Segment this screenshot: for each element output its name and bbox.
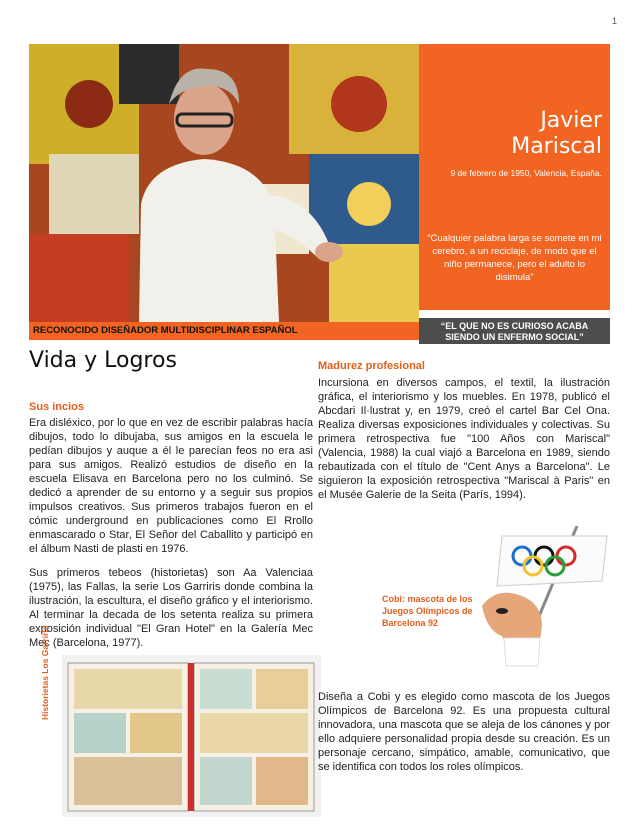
- title-panel: [419, 44, 610, 310]
- subhead-maturity: Madurez profesional: [318, 360, 425, 372]
- page-number: 1: [612, 16, 618, 26]
- quote: “Cualquier palabra larga se somete en mi cerebro, a un reciclaje, de modo que el niño permanece, pero el adulto lo disimula”: [427, 233, 602, 283]
- mural-illustration: [29, 44, 419, 322]
- subtitle-banner: RECONOCIDO DISEÑADOR MULTIDISCIPLINAR ESPAÑOL: [29, 322, 419, 340]
- paragraph-maturity: Incursiona en diversos campos, el textil, la ilustración gráfica, el interiorismo y los muebles. En 1978, publicó el Abcdari Il·lustrat y, en 1979, creó el cartel Bar Cel Ona. Realiza diversas exposiciones individuales y colectivas. Su primera retrospectiva fue "100 Años con Mariscal" (Valencia, 1988) la cual viajó a Barcelona en 1989, siendo rebautizada con el título de "Cent Anys a Barcelona". Le siguieron la exposición retrospectiva "Mariscal à Paris" en el Musée Galerie de la Seita (París, 1994).: [318, 377, 610, 501]
- first-name: Javier: [540, 108, 602, 133]
- last-name: Mariscal: [511, 134, 602, 159]
- paragraph-beginnings: Era disléxico, por lo que en vez de escribir palabras hacía dibujos, todo lo dibujaba, sus amigos en la escuela le pedían dibujos y auque a él le parecían feos no era asi para sus amigos. Realizó estudios de diseño en la escuela Elisava en Barcelona pero no los culminó. Se dedicó a aprender de su entorno y a seguir sus propios impulsos creativos. Sus primeros trabajos fueron en el cómic underground en publicaciones como El Rrollo enmascarado o Star, El Señor del Caballito y participó en el álbum Nasti de plasti en 1976.: [29, 417, 313, 555]
- comic-book-image: [62, 655, 321, 817]
- cobi-mascot-image: [482, 526, 612, 676]
- paragraph-comics: Sus primeros tebeos (historietas) son Aa Valenciaa (1975), las Fallas, la serie Los Garriris donde combina la ilustración, la escultura, el diseño gráfico y el interiorismo. Al terminar la decada de los setenta realiza su primera exposición individual "El Gran Hotel" en la Galería Mec Mec (Barcelona, 1977).: [29, 567, 313, 649]
- comic-caption: Historietas Los Garriris: [40, 625, 50, 720]
- hero-photo: [29, 44, 419, 322]
- quote-banner: [419, 318, 610, 344]
- cobi-illustration: [482, 526, 612, 676]
- subhead-beginnings: Sus incios: [29, 401, 85, 413]
- quote-banner-line1: “EL QUE NO ES CURIOSO ACABA: [440, 321, 589, 331]
- quote-banner-line2: SIENDO UN ENFERMO SOCIAL”: [445, 332, 584, 342]
- comic-book-illustration: [62, 655, 321, 817]
- cobi-caption: Cobi: mascota de los Juegos Olímpicos de Barcelona 92: [382, 594, 473, 628]
- paragraph-cobi: Diseña a Cobi y es elegido como mascota de los Juegos Olímpicos de Barcelona 92. Es una propuesta cultural innovadora, una mascota que se aleja de los cánones y por ello adquiere personalidad propia desde su creación. Es un personaje cercano, simpático, amable, comunicativo, que se identifica con todos los roles olímpicos.: [318, 691, 610, 773]
- section-title: Vida y Logros: [29, 348, 177, 373]
- birth-info: 9 de febrero de 1950, Valencia, España.: [450, 168, 602, 178]
- person-name: [422, 108, 602, 160]
